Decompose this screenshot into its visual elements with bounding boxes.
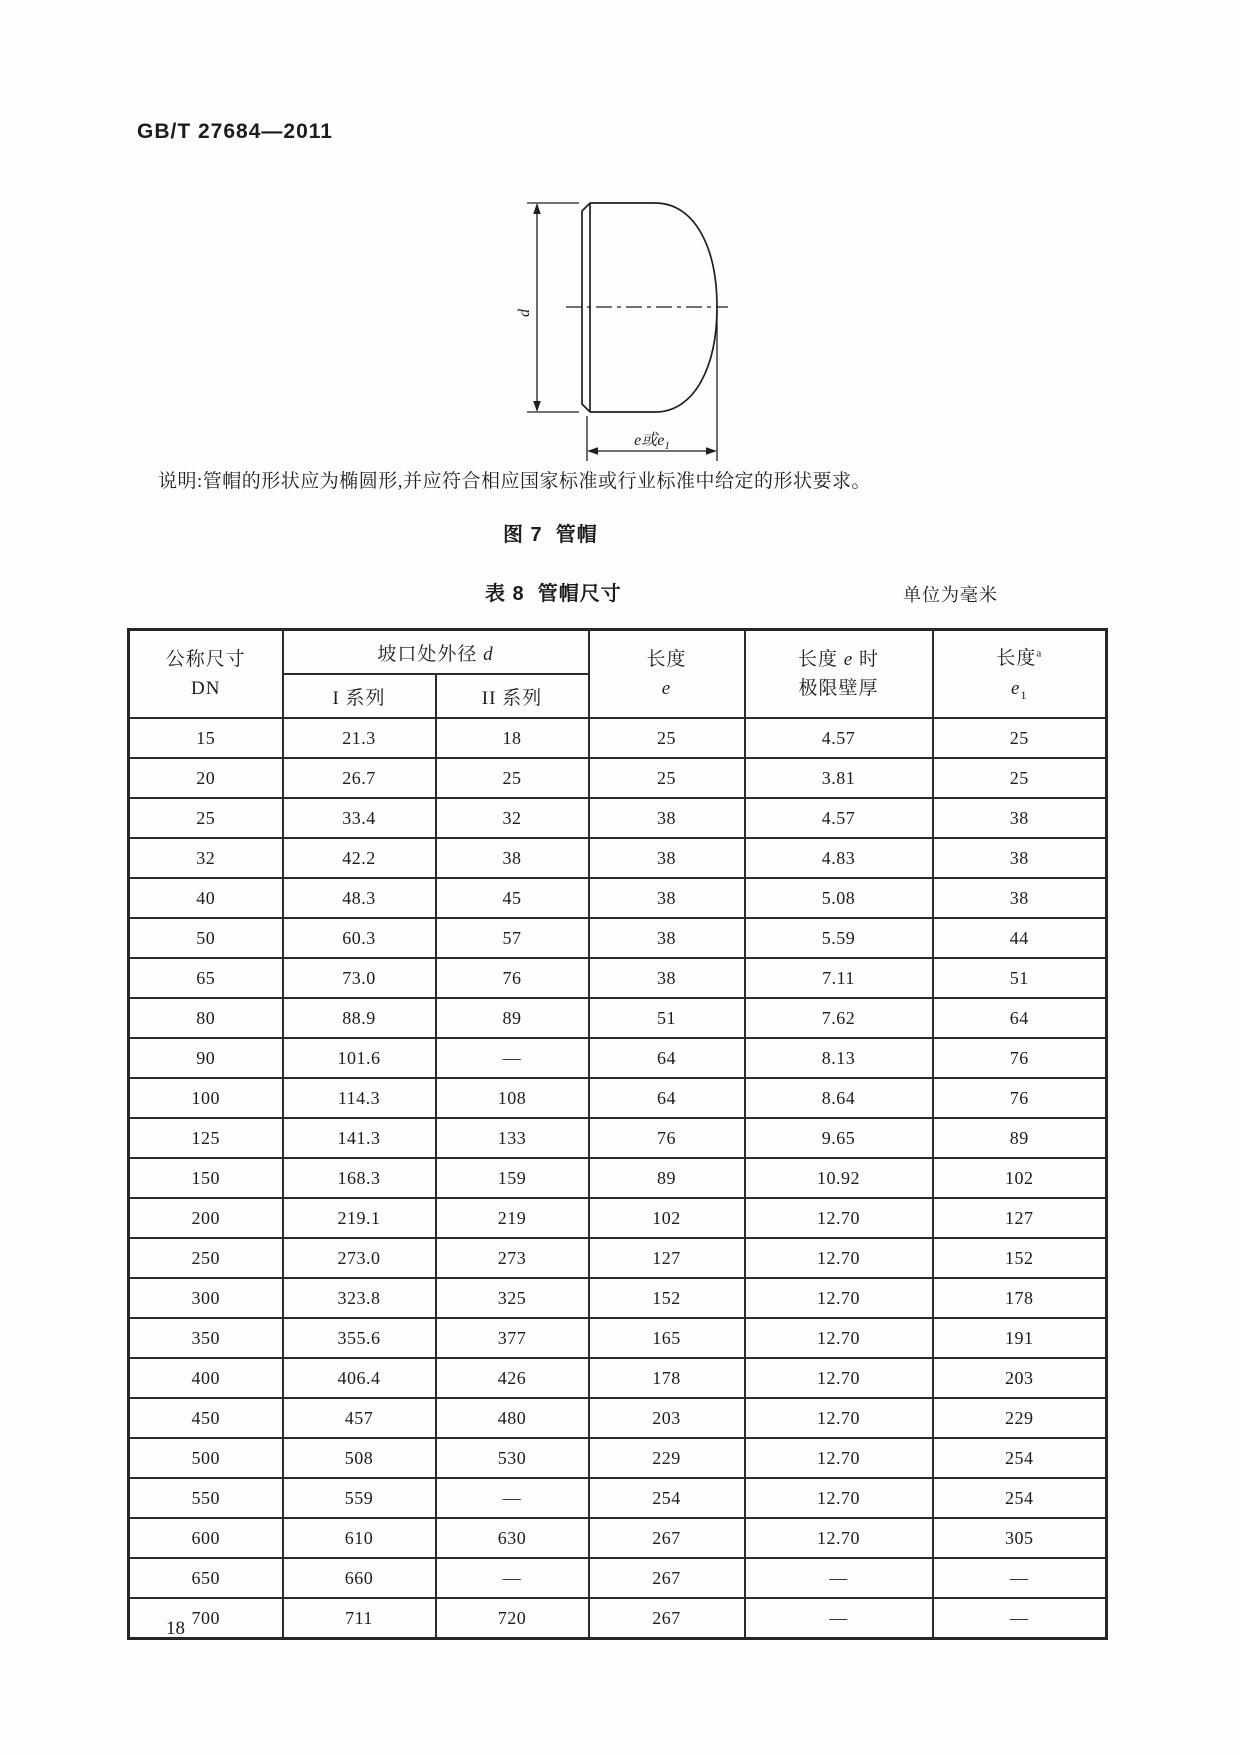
table-cell: 457 (283, 1398, 436, 1438)
e-arrow-right (706, 447, 717, 455)
table-cell: 89 (933, 1118, 1107, 1158)
table-cell: 152 (589, 1278, 745, 1318)
table-cell: 32 (129, 838, 283, 878)
col-header-series1: I 系列 (283, 674, 436, 718)
table-cell: 141.3 (283, 1118, 436, 1158)
table-row (129, 758, 1107, 798)
table-row (129, 1598, 1107, 1639)
table-cell: 9.65 (745, 1118, 933, 1158)
table-cell: 51 (589, 998, 745, 1038)
d-group-var: d (483, 643, 494, 665)
table-cell: 508 (283, 1438, 436, 1478)
table-cell: 32 (436, 798, 589, 838)
table-cell: 38 (589, 838, 745, 878)
table-cell: 711 (283, 1598, 436, 1639)
table-cell: — (436, 1038, 589, 1078)
table-cell: — (745, 1598, 933, 1639)
table-cell: 15 (129, 718, 283, 758)
table-cell: 102 (933, 1158, 1107, 1198)
table-cell: 12.70 (745, 1478, 933, 1518)
table-cell: 38 (589, 878, 745, 918)
table-cell: — (933, 1558, 1107, 1598)
table-cell: 229 (589, 1438, 745, 1478)
col-header-d-group (283, 630, 589, 675)
e-dimension-label: e或$e_1$ (634, 432, 670, 452)
col-header-wall-thickness (745, 630, 933, 719)
table-row (129, 838, 1107, 878)
table-cell: 51 (933, 958, 1107, 998)
table-row (129, 1038, 1107, 1078)
standard-number: GB/T 27684—2011 (137, 120, 333, 143)
pipe-cap-figure (430, 168, 750, 468)
table-cell: 25 (589, 718, 745, 758)
table-cell: 127 (589, 1238, 745, 1278)
table-cell: 406.4 (283, 1358, 436, 1398)
table-row (129, 1078, 1107, 1118)
table-cell: 40 (129, 878, 283, 918)
table-cell: 38 (589, 958, 745, 998)
table-cell: 3.81 (745, 758, 933, 798)
table-cell: 150 (129, 1158, 283, 1198)
table-cell: 100 (129, 1078, 283, 1118)
table-row (129, 1558, 1107, 1598)
table-cell: 88.9 (283, 998, 436, 1038)
table-cell: 5.08 (745, 878, 933, 918)
table-cell: 600 (129, 1518, 283, 1558)
table-cell: 25 (933, 758, 1107, 798)
table-row (129, 1158, 1107, 1198)
table-row (129, 1478, 1107, 1518)
length-e1-line1: 长度 (996, 648, 1037, 670)
table-row (129, 1238, 1107, 1278)
table-cell: 38 (589, 798, 745, 838)
table-cell: — (933, 1598, 1107, 1639)
pipe-cap-drawing (430, 168, 750, 468)
table-cell: 660 (283, 1558, 436, 1598)
table-cell: 152 (933, 1238, 1107, 1278)
table-cell: 203 (933, 1358, 1107, 1398)
table-cell: 178 (589, 1358, 745, 1398)
col-header-dn-line2: DN (191, 678, 221, 699)
table-row (129, 998, 1107, 1038)
col-header-length-e (589, 630, 745, 719)
table-cell: 300 (129, 1278, 283, 1318)
table-cell: 57 (436, 918, 589, 958)
table-unit-label: 单位为毫米 (903, 585, 998, 605)
table-cell: 530 (436, 1438, 589, 1478)
table-cell: 125 (129, 1118, 283, 1158)
table-cell: 12.70 (745, 1318, 933, 1358)
table-cell: 159 (436, 1158, 589, 1198)
table-cell: 42.2 (283, 838, 436, 878)
wall-line2: 极限壁厚 (798, 678, 879, 699)
table-cell: 18 (436, 718, 589, 758)
length-e-var: e (661, 678, 672, 699)
table-cell: 720 (436, 1598, 589, 1639)
table-cell: 12.70 (745, 1238, 933, 1278)
table-row (129, 878, 1107, 918)
table-cell: 38 (933, 798, 1107, 838)
table-row (129, 718, 1107, 758)
table-cell: 101.6 (283, 1038, 436, 1078)
table-cell: 4.57 (745, 718, 933, 758)
table-cell: 8.64 (745, 1078, 933, 1118)
table-cell: 267 (589, 1598, 745, 1639)
col-header-dn (129, 630, 283, 719)
table-cell: 355.6 (283, 1318, 436, 1358)
table-cell: — (745, 1558, 933, 1598)
table-cell: 273.0 (283, 1238, 436, 1278)
table-cell: 12.70 (745, 1198, 933, 1238)
length-e1-var: e (1011, 677, 1021, 699)
table-cell: 76 (436, 958, 589, 998)
table-cell: 550 (129, 1478, 283, 1518)
table-row (129, 1518, 1107, 1558)
col-header-dn-line1: 公称尺寸 (165, 648, 246, 670)
table-cell: 38 (436, 838, 589, 878)
table-cell: 45 (436, 878, 589, 918)
table-cell: — (436, 1478, 589, 1518)
table-cell: 133 (436, 1118, 589, 1158)
table-cell: 64 (589, 1078, 745, 1118)
table-cell: 254 (933, 1438, 1107, 1478)
col-header-length-e1 (933, 630, 1107, 719)
table-cell: 219.1 (283, 1198, 436, 1238)
table-body (129, 718, 1107, 1639)
table-title: 表 8 管帽尺寸 (485, 583, 622, 605)
table-cell: 76 (589, 1118, 745, 1158)
table-cell: 44 (933, 918, 1107, 958)
table-cell: 400 (129, 1358, 283, 1398)
table-cell: 20 (129, 758, 283, 798)
table-cell: 12.70 (745, 1438, 933, 1478)
table-cell: 630 (436, 1518, 589, 1558)
table-cell: 10.92 (745, 1158, 933, 1198)
wall-var: e (843, 648, 854, 670)
table-row (129, 1438, 1107, 1478)
wall-post: 时 (858, 648, 879, 670)
table-cell: 21.3 (283, 718, 436, 758)
table-cell: 73.0 (283, 958, 436, 998)
table-cell: 377 (436, 1318, 589, 1358)
table-cell: 114.3 (283, 1078, 436, 1118)
table-cell: 12.70 (745, 1278, 933, 1318)
page-number: 18 (166, 1618, 185, 1639)
table-cell: 5.59 (745, 918, 933, 958)
table-cell: 700 (129, 1598, 283, 1639)
table-cell: 165 (589, 1318, 745, 1358)
d-dimension-label: d (516, 309, 533, 317)
table-cell: 350 (129, 1318, 283, 1358)
table-cell: 4.57 (745, 798, 933, 838)
table-cell: 267 (589, 1558, 745, 1598)
table-cell: 200 (129, 1198, 283, 1238)
table-cell: 426 (436, 1358, 589, 1398)
table-cell: 50 (129, 918, 283, 958)
table-row (129, 1278, 1107, 1318)
length-e1-sub: 1 (1020, 687, 1028, 702)
table-cell: 76 (933, 1038, 1107, 1078)
table-cell: 65 (129, 958, 283, 998)
table-cell: 610 (283, 1518, 436, 1558)
table-cell: 25 (436, 758, 589, 798)
table-cell: 25 (129, 798, 283, 838)
d-arrow-top (533, 203, 541, 214)
table-cell: 25 (933, 718, 1107, 758)
table-cell: 48.3 (283, 878, 436, 918)
table-cell: 305 (933, 1518, 1107, 1558)
table-cell: 267 (589, 1518, 745, 1558)
table-cell: 254 (589, 1478, 745, 1518)
table-cell: 250 (129, 1238, 283, 1278)
table-cell: 500 (129, 1438, 283, 1478)
table-cell: 178 (933, 1278, 1107, 1318)
table-cell: 273 (436, 1238, 589, 1278)
table-cell: 33.4 (283, 798, 436, 838)
table-cell: 191 (933, 1318, 1107, 1358)
table-row (129, 1398, 1107, 1438)
table-cell: 38 (933, 878, 1107, 918)
table-cell: 8.13 (745, 1038, 933, 1078)
table-cell: 127 (933, 1198, 1107, 1238)
figure-caption: 图 7 管帽 (503, 524, 598, 546)
table-cell: 168.3 (283, 1158, 436, 1198)
table-cell: 12.70 (745, 1358, 933, 1398)
table-cell: 38 (589, 918, 745, 958)
table-cell: 102 (589, 1198, 745, 1238)
table-cell: 80 (129, 998, 283, 1038)
table-cell: 89 (589, 1158, 745, 1198)
table-cell: 229 (933, 1398, 1107, 1438)
d-arrow-bottom (533, 401, 541, 412)
table-cell: 559 (283, 1478, 436, 1518)
table-cell: 64 (589, 1038, 745, 1078)
table-cell: 25 (589, 758, 745, 798)
table-cell: 26.7 (283, 758, 436, 798)
table-row (129, 918, 1107, 958)
table-cell: 7.62 (745, 998, 933, 1038)
table-row (129, 958, 1107, 998)
table-row (129, 1358, 1107, 1398)
table-cell: 64 (933, 998, 1107, 1038)
figure-note: 说明:管帽的形状应为椭圆形,并应符合相应国家标准或行业标准中给定的形状要求。 (158, 471, 872, 492)
length-e-line1: 长度 (646, 648, 687, 670)
table-cell: 76 (933, 1078, 1107, 1118)
e-arrow-left (587, 447, 598, 455)
table-header (129, 630, 1107, 719)
table-cell: 60.3 (283, 918, 436, 958)
table-cell: 650 (129, 1558, 283, 1598)
col-header-series2: II 系列 (436, 674, 589, 718)
table-cell: 325 (436, 1278, 589, 1318)
table-cell: 219 (436, 1198, 589, 1238)
table-cell: 203 (589, 1398, 745, 1438)
table-cell: 12.70 (745, 1398, 933, 1438)
table-cell: 450 (129, 1398, 283, 1438)
table-cell: 90 (129, 1038, 283, 1078)
table-cell: — (436, 1558, 589, 1598)
table-cell: 108 (436, 1078, 589, 1118)
table-row (129, 1118, 1107, 1158)
wall-pre: 长度 (798, 648, 839, 670)
pipe-cap-dimensions-table (127, 628, 1108, 1640)
table-row (129, 798, 1107, 838)
table-row (129, 1318, 1107, 1358)
table-cell: 4.83 (745, 838, 933, 878)
table-cell: 89 (436, 998, 589, 1038)
length-e1-footnote-mark: a (1036, 647, 1043, 660)
table-cell: 38 (933, 838, 1107, 878)
d-group-label: 坡口处外径 (377, 643, 478, 665)
table-cell: 254 (933, 1478, 1107, 1518)
table-cell: 323.8 (283, 1278, 436, 1318)
table-cell: 480 (436, 1398, 589, 1438)
table-row (129, 1198, 1107, 1238)
table-cell: 7.11 (745, 958, 933, 998)
table-cell: 12.70 (745, 1518, 933, 1558)
